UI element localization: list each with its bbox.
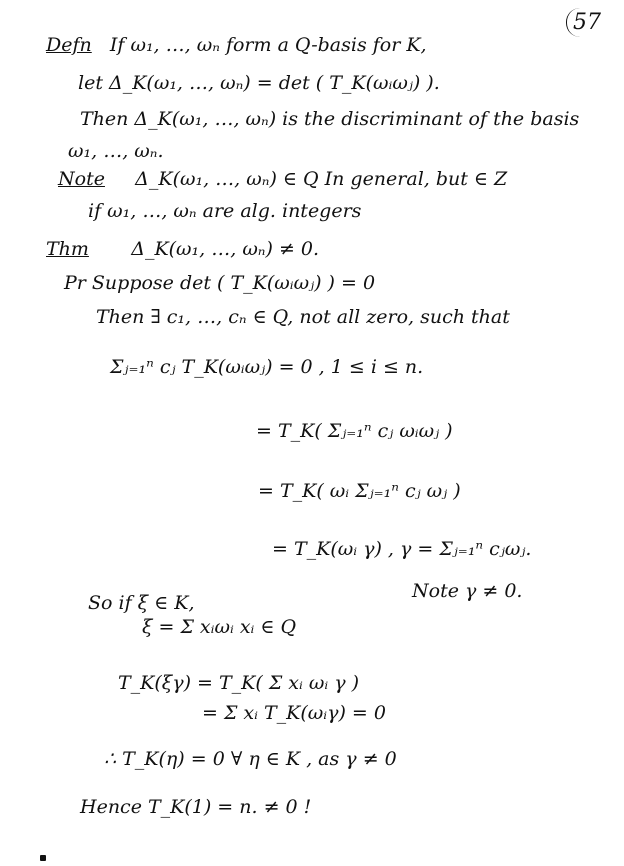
note-line <box>58 168 507 190</box>
scan-mark <box>40 855 46 861</box>
proof-exists: Then ∃ c₁, …, cₙ ∈ Q, not all zero, such that <box>96 306 510 328</box>
note-text: Δ_K(ω₁, …, ωₙ) ∈ Q In general, but ∈ Z <box>135 168 508 190</box>
discriminant-definition: let Δ_K(ω₁, …, ωₙ) = det ( T_K(ωᵢωⱼ) ). <box>78 72 440 94</box>
integer-condition: if ω₁, …, ωₙ are alg. integers <box>88 200 362 222</box>
proof-sum-equation: Σⱼ₌₁ⁿ cⱼ T_K(ωᵢωⱼ) = 0 , 1 ≤ i ≤ n. <box>110 356 424 378</box>
proof-xi-expansion: ξ = Σ xᵢωᵢ xᵢ ∈ Q <box>142 616 297 638</box>
basis-line: ω₁, …, ωₙ. <box>68 140 164 162</box>
definition-label: Defn <box>46 34 92 56</box>
proof-trace-zero: = Σ xᵢ T_K(ωᵢγ) = 0 <box>202 702 386 724</box>
proof-trace-xi-gamma: T_K(ξγ) = T_K( Σ xᵢ ωᵢ γ ) <box>118 672 360 694</box>
note-label: Note <box>58 168 105 190</box>
proof-contradiction: Hence T_K(1) = n. ≠ 0 ! <box>80 796 312 818</box>
definition-text: If ω₁, …, ωₙ form a Q-basis for K, <box>109 34 427 56</box>
page-number: 57 <box>566 8 607 37</box>
proof-start: Pr Suppose det ( T_K(ωᵢωⱼ) ) = 0 <box>64 272 376 294</box>
proof-step-trace-sum: = T_K( Σⱼ₌₁ⁿ cⱼ ωᵢωⱼ ) <box>256 420 453 442</box>
proof-step-gamma: = T_K(ωᵢ γ) , γ = Σⱼ₌₁ⁿ cⱼωⱼ. <box>272 538 532 560</box>
theorem-text: Δ_K(ω₁, …, ωₙ) ≠ 0. <box>131 238 320 260</box>
theorem-label: Thm <box>46 238 89 260</box>
proof-step-factor: = T_K( ωᵢ Σⱼ₌₁ⁿ cⱼ ωⱼ ) <box>258 480 461 502</box>
theorem-line <box>46 238 319 260</box>
discriminant-statement: Then Δ_K(ω₁, …, ωₙ) is the discriminant of the basis <box>80 108 580 130</box>
proof-xi-line: So if ξ ∈ K, <box>88 592 195 614</box>
proof-conclusion: ∴ T_K(η) = 0 ∀ η ∈ K , as γ ≠ 0 <box>104 748 397 770</box>
definition-line <box>46 34 427 56</box>
gamma-nonzero-note: Note γ ≠ 0. <box>412 580 523 602</box>
